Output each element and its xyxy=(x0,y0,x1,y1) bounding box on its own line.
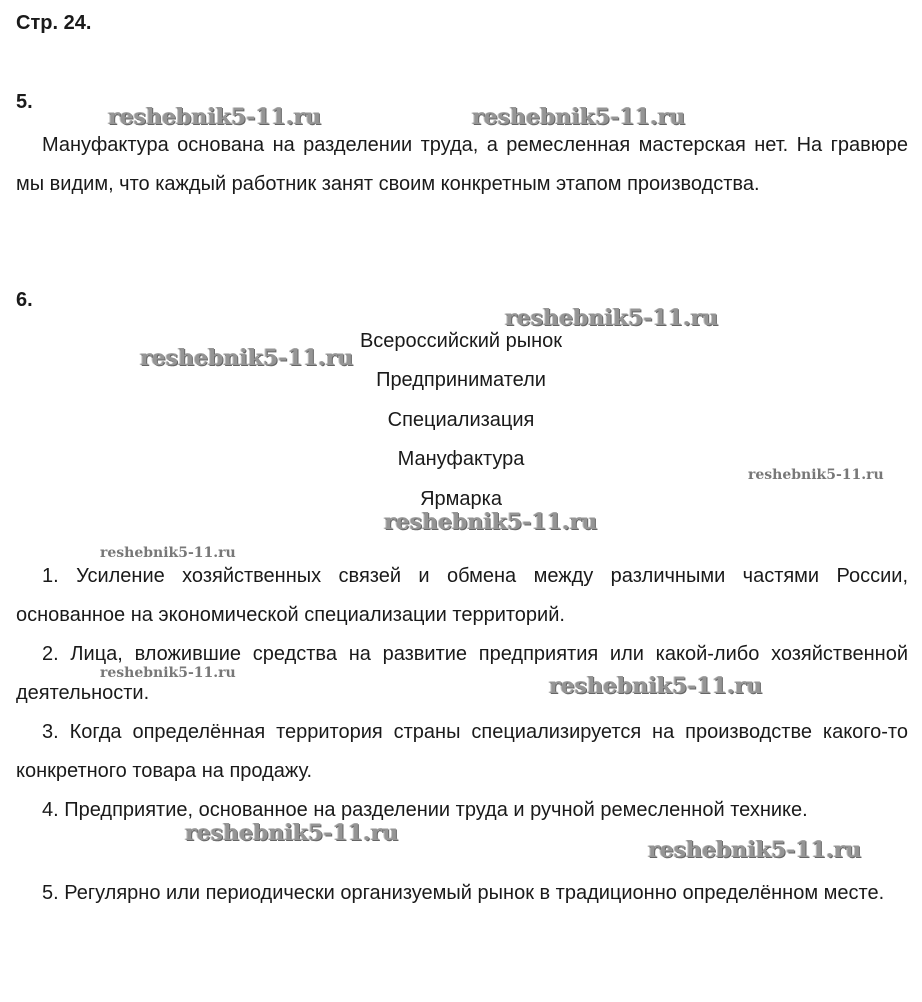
definition-item: 3. Когда определённая территория страны специализируется на производстве какого-то конкретного товара на продажу. xyxy=(16,721,908,782)
watermark: reshebnik5-11.ru xyxy=(100,665,236,681)
section-5-number: 5. xyxy=(16,91,33,113)
term-item: Мануфактура xyxy=(397,448,525,471)
page-heading: Стр. 24. xyxy=(16,12,92,34)
section-6-number: 6. xyxy=(16,289,33,311)
watermark: reshebnik5-11.ru xyxy=(185,820,399,846)
section-5-answer: Мануфактура основана на разделении труда, а ремесленная мастерская нет. На гравюре мы видим, что каждый работник занят своим конкретным этапом производства. xyxy=(16,134,908,195)
definition-item: 1. Усиление хозяйственных связей и обмена между различными частями России, основанное на экономической специализации территорий. xyxy=(16,565,908,626)
term-item: Всероссийский рынок xyxy=(359,330,563,352)
watermark: reshebnik5-11.ru xyxy=(748,467,884,483)
term-item: Специализация xyxy=(387,408,535,431)
watermark: reshebnik5-11.ru xyxy=(140,345,354,371)
watermark: reshebnik5-11.ru xyxy=(100,545,236,561)
watermark: reshebnik5-11.ru xyxy=(648,837,862,863)
definition-item: 2. Лица, вложившие средства на развитие предприятия или какой-либо хозяйственной деятельности. xyxy=(16,643,908,704)
watermark: reshebnik5-11.ru xyxy=(549,673,763,699)
watermark: reshebnik5-11.ru xyxy=(384,509,598,535)
definition-item: 5. Регулярно или периодически организуемый рынок в традиционно определённом месте. xyxy=(42,882,885,904)
watermark: reshebnik5-11.ru xyxy=(108,104,322,130)
definition-item: 4. Предприятие, основанное на разделении труда и ручной ремесленной технике. xyxy=(42,799,808,821)
watermark: reshebnik5-11.ru xyxy=(505,305,719,331)
watermark: reshebnik5-11.ru xyxy=(472,104,686,130)
term-item: Предприниматели xyxy=(376,369,546,392)
terms-list xyxy=(0,322,922,519)
term-item: Ярмарка xyxy=(420,487,502,510)
